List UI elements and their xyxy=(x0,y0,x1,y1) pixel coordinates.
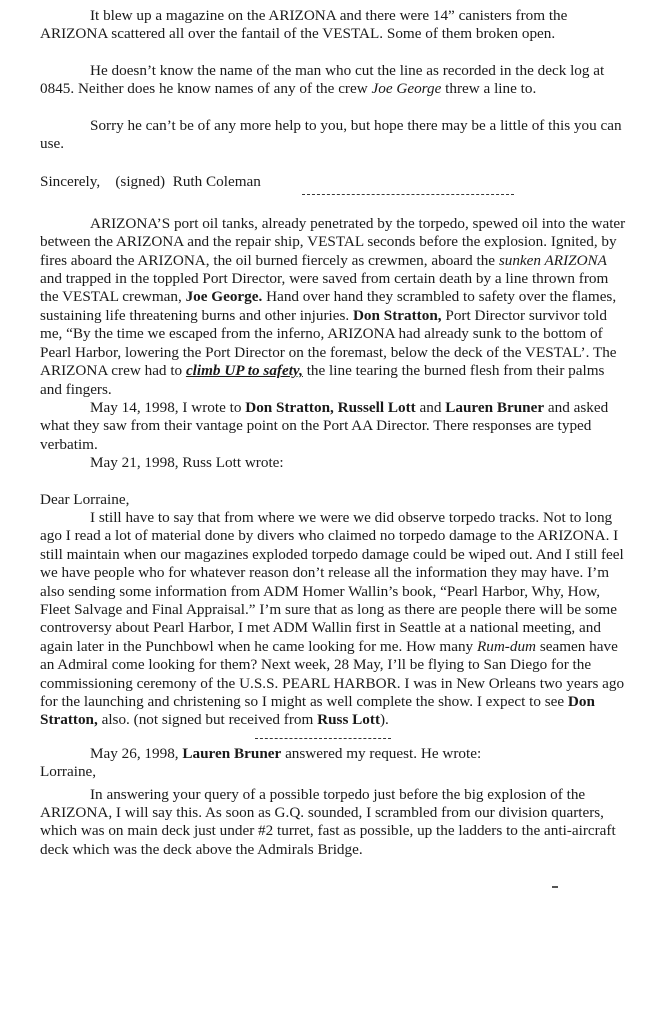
spacer xyxy=(40,195,628,215)
paragraph-deck-log: He doesn’t know the name of the man who cut the line as recorded in the deck log at 0845. Neither does he know names of any of the crew Joe George threw a line to. xyxy=(40,61,605,98)
scan-speck xyxy=(552,886,558,888)
dashed-divider xyxy=(255,738,391,739)
spacer xyxy=(40,99,628,117)
name-joe-george: Joe George xyxy=(371,80,442,98)
paragraph-russ-lott-wrote: May 21, 1998, Russ Lott wrote: xyxy=(90,454,284,472)
paragraph-bruner-answered: May 26, 1998, Lauren Bruner answered my request. He wrote: xyxy=(90,744,482,762)
spacer xyxy=(40,153,628,173)
paragraph-lott-letter: I still have to say that from where we were we did observe torpedo tracks. Not to long ago I read a lot of material done by divers who claimed no torpedo damage to the ARIZONA. I still maintain when our magazines exploded torpedo damage could be wiped out. And I still feel we have people who for whatever reason don’t release all the information they may have. I’m also sending some information from ADM Homer Wallin’s book, “Pearl Harbor, Why, How, Fleet Salvage and Final Appraisal.” I’m sure that as long as there are people there will be some controversy about Pearl Harbor, I met ADM Wallin first in Seattle at a national meeting, and again later in the Punchbowl when he came looking for me. How many Rum-dum seamen have an Admiral come looking for them? Next week, 28 May, I’ll be flying to San Diego for the commissioning ceremony of the U.S.S. PEARL HARBOR. I was in New Orleans two years ago for the launching and christening so I might as well complete the show. I expect to see Don Stratton, also. (not signed but received from Russ Lott). xyxy=(40,508,625,729)
spacer xyxy=(40,473,628,491)
paragraph-magazine: It blew up a magazine on the ARIZONA and there were 14” canisters from the ARIZONA scattered all over the fantail of the VESTAL. Some of them broken open. xyxy=(40,7,568,43)
salutation-dear-lorraine: Dear Lorraine, xyxy=(40,490,130,508)
closing-signature: Sincerely, (signed) Ruth Coleman xyxy=(40,173,261,191)
spacer xyxy=(40,44,628,62)
paragraph-sorry: Sorry he can’t be of any more help to you, but hope there may be a little of this you can use. xyxy=(40,116,622,153)
paragraph-wrote-to: May 14, 1998, I wrote to Don Stratton, Russell Lott and Lauren Bruner and asked what they saw from their vantage point on the Port AA Director. There responses are typed verbatim. xyxy=(40,398,609,453)
salutation-lorraine: Lorraine, xyxy=(40,763,97,781)
paragraph-oil-tanks: ARIZONA’S port oil tanks, already penetrated by the torpedo, spewed oil into the water between the ARIZONA and the repair ship, VESTAL seconds before the explosion. Ignited, by fires aboard the ARIZONA, the oil burned fiercely as crewmen, aboard the sunken ARIZONA and trapped in the toppled Port Director, were saved from certain death by a line thrown from the VESTAL crewman, Joe George. Hand over hand they scrambled to safety over the flames, sustaining life threatening burns and other injuries. Don Stratton, Port Director survivor told me, “By the time we escaped from the inferno, ARIZONA had already sunk to the bottom of Pearl Harbor, lowering the Port Director on the foremast, below the deck of the VESTAL’. The ARIZONA crew had to climb UP to safety, the line tearing the burned flesh from their palms and fingers. xyxy=(40,214,626,398)
paragraph-bruner-letter: In answering your query of a possible torpedo just before the big explosion of the ARIZONA, I will say this. As soon as G.Q. sounded, I scrambled from our division quarters, which was on main deck just under #2 turret, fast as possible, up the ladders to the anti-aircraft deck which was the deck above the Admirals Bridge. xyxy=(40,785,616,858)
